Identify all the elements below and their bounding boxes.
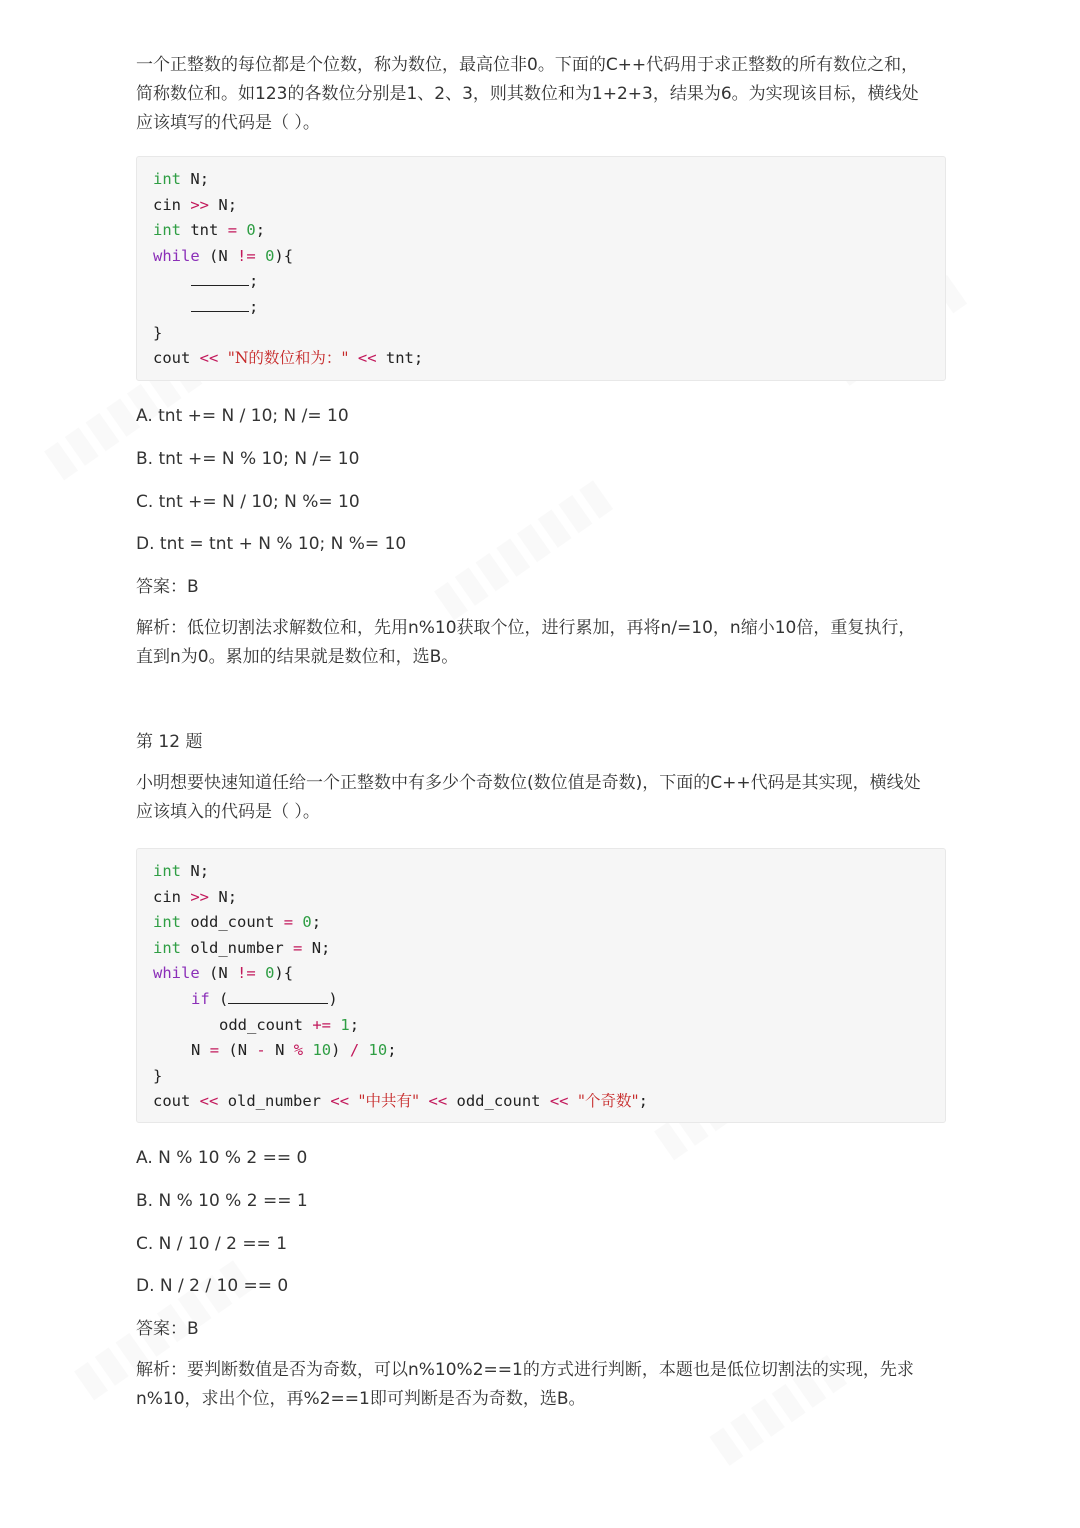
watermark	[423, 467, 620, 627]
option-c: C. tnt += N / 10; N %= 10	[136, 492, 360, 512]
option-b: B. N % 10 % 2 == 1	[136, 1191, 308, 1211]
q11-stem-line: 简称数位和。如123的各数位分别是1、2、3，则其数位和为1+2+3，结果为6。为实现该目标，横线处	[136, 84, 919, 104]
fill-blank	[191, 269, 249, 286]
option-a: A. tnt += N / 10; N /= 10	[136, 406, 349, 426]
analysis	[136, 614, 946, 672]
code-block-q12: int N; cin >> N; int odd_count = 0; int old_number = N; while (N != 0){ if ( ) odd_count += 1; N = (N - N % 10) / 10; } cout << old_number << "中共有" << odd_count << "个奇数";	[136, 848, 946, 1123]
answer: 答案：B	[136, 1319, 199, 1339]
q12-stem-line: 小明想要快速知道任给一个正整数中有多少个奇数位(数位值是奇数)，下面的C++代码是其实现，横线处	[136, 773, 921, 793]
q12-stem-line: 应该填入的代码是（ ）。	[136, 802, 320, 822]
option-a: A. N % 10 % 2 == 0	[136, 1148, 308, 1168]
q11-stem-line: 一个正整数的每位都是个位数，称为数位，最高位非0。下面的C++代码用于求正整数的所有数位之和，	[136, 55, 919, 75]
answer: 答案：B	[136, 577, 199, 597]
analysis-line: n%10，求出个位，再%2==1即可判断是否为奇数，选B。	[136, 1389, 586, 1409]
analysis-line: 解析：低位切割法求解数位和，先用n%10获取个位，进行累加，再将n/=10，n缩小10倍，重复执行，	[136, 618, 916, 638]
analysis-line: 解析：要判断数值是否为奇数，可以n%10%2==1的方式进行判断，本题也是低位切割法的实现，先求	[136, 1360, 914, 1380]
analysis	[136, 1356, 946, 1414]
q11-stem-line: 应该填写的代码是（ ）。	[136, 113, 320, 133]
option-b: B. tnt += N % 10; N /= 10	[136, 449, 360, 469]
option-d: D. N / 2 / 10 == 0	[136, 1276, 289, 1296]
q12-stem	[136, 769, 946, 827]
option-d: D. tnt = tnt + N % 10; N %= 10	[136, 534, 407, 554]
question-heading: 第 12 题	[136, 732, 203, 752]
fill-blank	[228, 987, 328, 1004]
fill-blank	[191, 295, 249, 312]
code-block-q11: int N; cin >> N; int tnt = 0; while (N != 0){ ; ; } cout << "N的数位和为：" << tnt;	[136, 156, 946, 381]
analysis-line: 直到n为0。累加的结果就是数位和，选B。	[136, 647, 459, 667]
option-c: C. N / 10 / 2 == 1	[136, 1234, 288, 1254]
q11-stem	[136, 51, 946, 138]
